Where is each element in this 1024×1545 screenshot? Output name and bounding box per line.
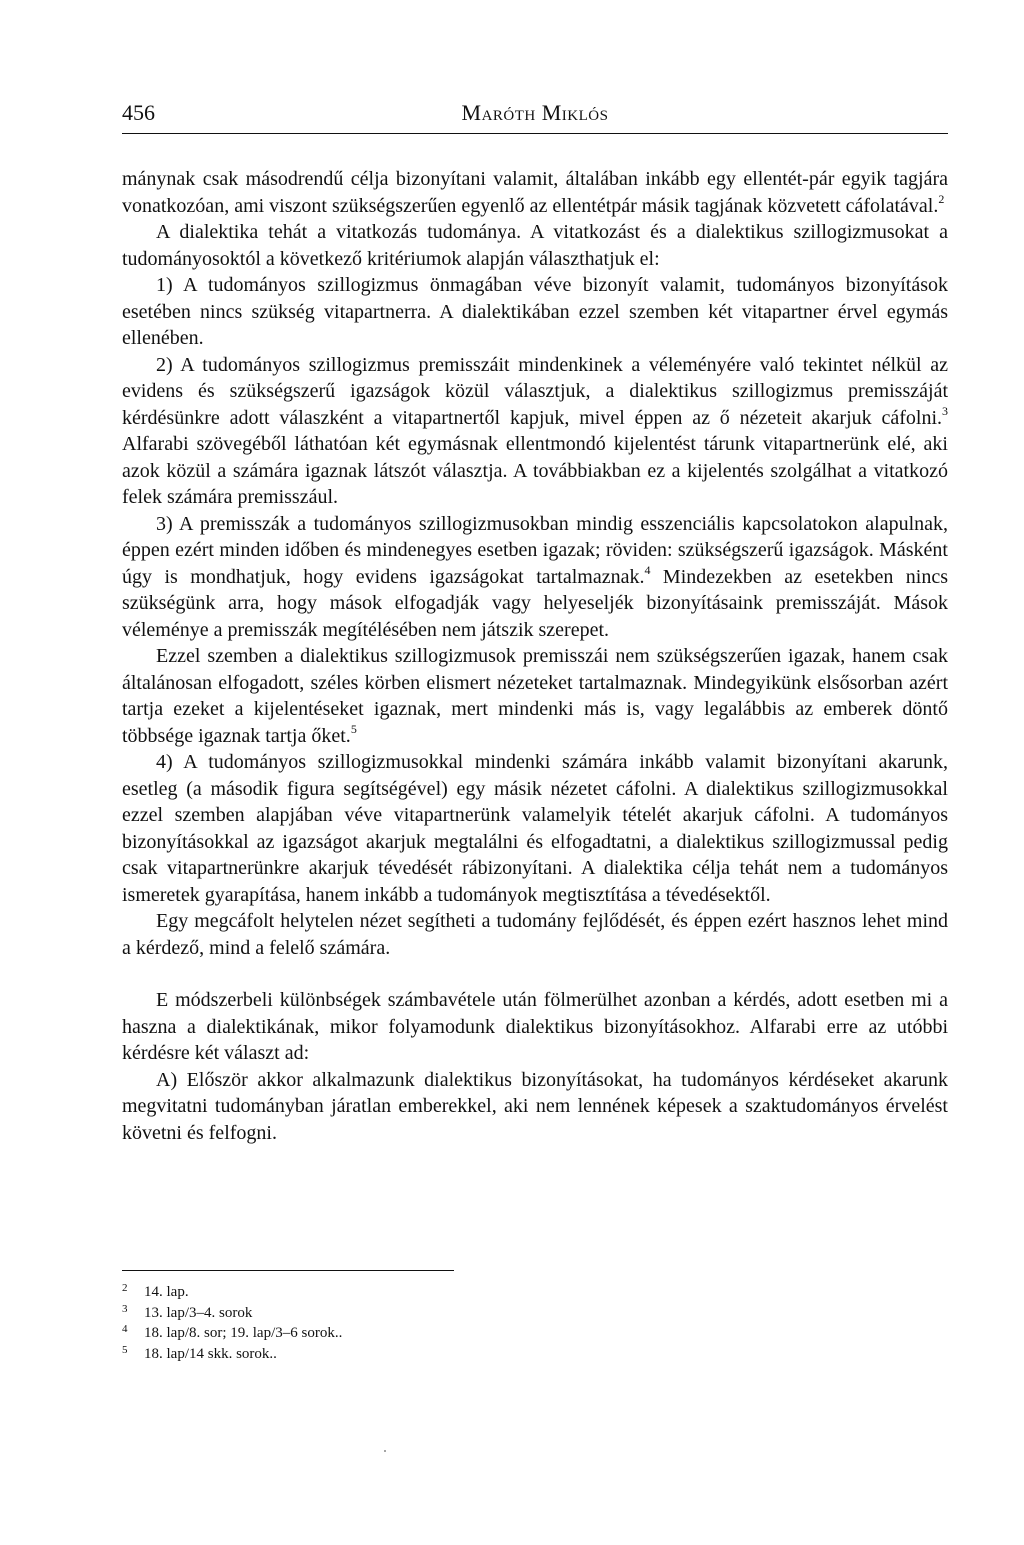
footnote-ref: 5 — [350, 721, 357, 736]
paragraph: 1) A tudományos szillogizmus önmagában véve bizonyít valamit, tudományos bizonyítások esetében nincs szükség vitapartnerra. A dialektikában ezzel szemben két vitapartner érvel egymás ellenében. — [122, 274, 948, 349]
footnote: 5 18. lap/14 skk. sorok.. — [122, 1343, 277, 1362]
paragraph: Ezzel szemben a dialektikus szillogizmusok premisszái nem szükségszerűen igazak, hanem csak általánosan elfogadott, széles körben elismert nézeteket tartalmaznak. Mindegyikünk elsősorban azért tartja ezeket a kijelentéseket igaznak, mert mindenki más is, vagy legalábbis az emberek döntő többsége igaznak tartja őket.$^5$ — [122, 645, 948, 747]
scan-speck — [384, 1450, 386, 1452]
header-rule — [122, 133, 948, 134]
paragraph: A dialektika tehát a vitatkozás tudománya. A vitatkozást és a dialektikus szillogizmusokat a tudományosoktól a következő kritériumok alapján választhatjuk el: — [122, 221, 948, 270]
paragraph: 2) A tudományos szillogizmus premisszáit mindenkinek a véleményére való tekintet nélkül az evidens és szükségszerű igazságok közül választjuk, a dialektikus szillogizmus premisszáját kérdésünkre adott válaszként a vitapartnertől kapjuk, mivel éppen az ő nézeteit akarjuk cáfolni.$^3$ Alfarabi szövegéből láthatóan két egymásnak ellentmondó kijelentést tárunk vitapartnerünk elé, aki azok közül a számára igaznak látszót választja. A továbbiakban ez a kijelentés szolgálhat a vitatkozó felek számára premisszául. — [122, 353, 948, 508]
body-text — [122, 166, 948, 1146]
paragraph: Egy megcáfolt helytelen nézet segítheti a tudomány fejlődését, és éppen ezért hasznos lehet mind a kérdező, mind a felelő számára. — [122, 910, 948, 959]
page-number: 456 — [122, 100, 155, 125]
footnote-ref: 2 — [938, 191, 945, 206]
paragraph: mánynak csak másodrendű célja bizonyítani valamit, általában inkább egy ellentét-pár egyik tagjára vonatkozóan, ami viszont szükségszerűen egyenlő az ellentétpár másik tagjának közvetett cáfolatával.$^2$ — [122, 168, 948, 217]
paragraph: A) Először akkor alkalmazunk dialektikus bizonyításokat, ha tudományos kérdéseket akarunk megvitatni tudományban járatlan emberekkel, aki nem lennének képesek a szaktudományos érvelést követni és felfogni. — [122, 1068, 948, 1144]
paragraph: E módszerbeli különbségek számbavétele után fölmerülhet azonban a kérdés, adott esetben mi a haszna a dialektikának, mikor folyamodunk dialektikus bizonyításokhoz. Alfarabi erre az utóbbi kérdésre két választ ad: — [122, 989, 948, 1064]
footnote: 3 13. lap/3–4. sorok — [122, 1302, 253, 1321]
footnotes — [122, 1282, 622, 1364]
page-header — [122, 96, 948, 130]
paragraph: 3) A premisszák a tudományos szillogizmusokban mindig esszenciális kapcsolatokon alapulnak, éppen ezért minden időben és mindenegyes esetben igazak; röviden: szükségszerű igazságok. Másként úgy is mondhatjuk, hogy evidens igazságokat tartalmaznak.$^4$ Mindezekben az esetekben nincs szükségünk arra, hogy mások elfogadják vagy helyeseljék bizonyításaink premisszáját. Mások véleménye a premisszák megítélésében nem játszik szerepet. — [122, 512, 949, 641]
footnote-ref: 3 — [942, 403, 948, 418]
footnote-rule — [122, 1270, 454, 1271]
footnote-ref: 4 — [644, 562, 651, 577]
running-head: Maróth Miklós — [461, 100, 609, 125]
footnote: 2 14. lap. — [122, 1282, 189, 1300]
footnote: 4 18. lap/8. sor; 19. lap/3–6 sorok.. — [122, 1323, 343, 1341]
paragraph: 4) A tudományos szillogizmusokkal mindenki számára inkább valamit bizonyítani akarunk, esetleg (a második figura segítségével) egy másik nézetet cáfolni. A dialektikus szillogizmusokkal ezzel szemben alapjában véve vitapartnerünk valamelyik tételét akarjuk cáfolni. A tudományos bizonyításokkal az igazságot akarjuk megtalálni és elfogadtatni, a dialektikus szillogizmussal pedig csak vitapartnerünkre akarjuk tévedését rábizonyítani. A dialektika célja tehát nem a tudományos ismeretek gyarapítása, hanem inkább a tudományok megtisztítása a tévedésektől. — [122, 751, 948, 906]
